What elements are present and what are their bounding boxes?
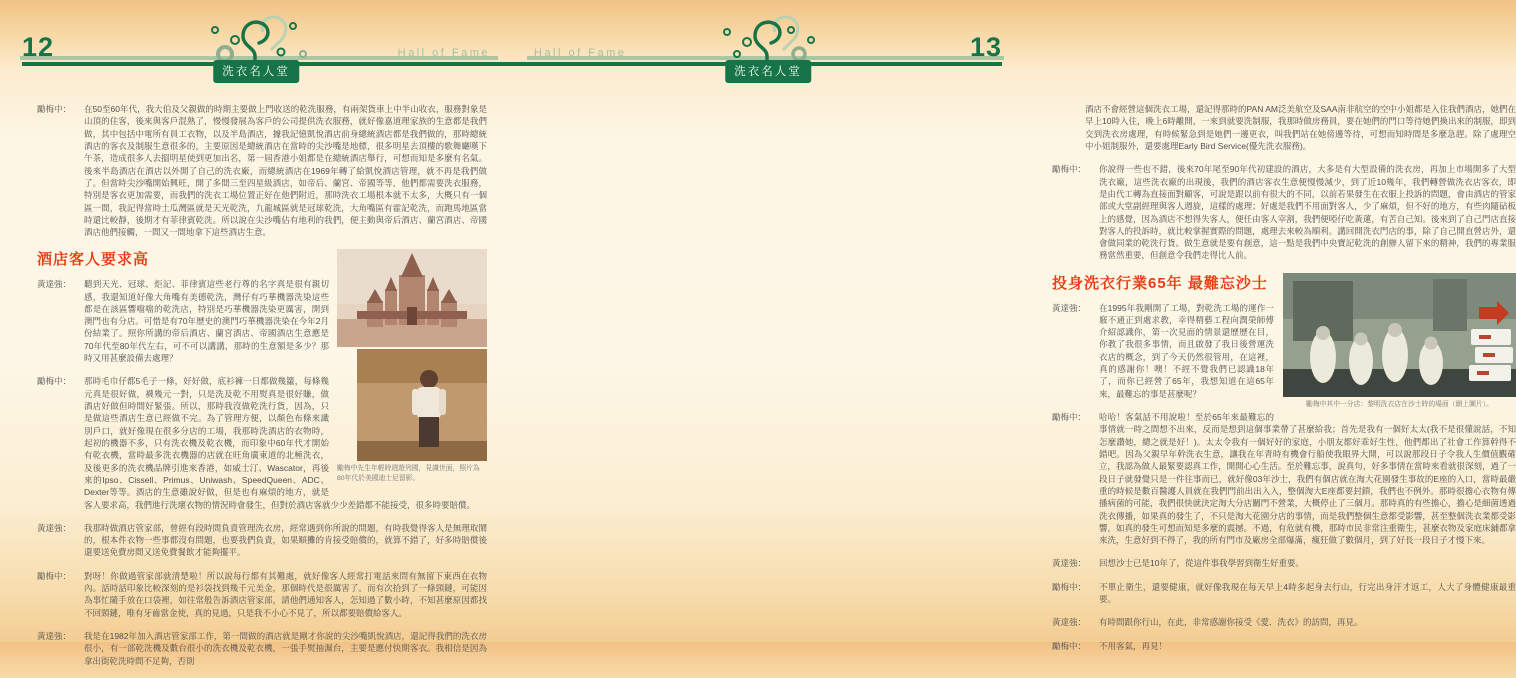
paragraph	[1052, 557, 1516, 569]
speaker-label: 黃達強：	[1052, 617, 1087, 628]
speaker-label: 勵梅中：	[1052, 164, 1087, 175]
right-text-column	[1052, 103, 1516, 663]
paragraph	[37, 375, 487, 510]
speaker-label: 勵梅中：	[37, 104, 72, 114]
paragraph-text: 我是在1982年加入酒店管家部工作，第一間做的酒店就是剛才你說的尖沙嘴凱悅酒店，還記得我們的洗衣房很小，有一部乾洗機及數台很小的洗衣機及乾衣機，一張手熨抽濕台，主要是應付快期客衣。我相信是因為拿出街乾洗時間不足夠，否則	[84, 631, 487, 666]
paragraph-text: 聽到天光、冠球、炬記、菲律賓這些老行尊的名字真是很有親切感，我還知道好像大角嘴有美德乾洗，灣仔有巧華機器洗染這些都是在該區響噹噹的乾洗店，特別是巧華機器洗染更厲害，開到澳門也有分店。可惜是有70年歷史的澳門巧華機器洗染在今年2月份結業了。照你所講的帝后酒店、蘭宮酒店、帝國酒店生意應是70年代至80年代左右，可不可以講講，那時的生意額是多少？那時又用甚麼設備去處理？	[84, 279, 329, 364]
paragraph-text: 你說得一些也不錯，後來70年尾至90年代初建設的酒店，大多是有大型設備的洗衣房，再加上市場開多了大型洗衣廠，這些洗衣廠的出現後，我們的酒店客衣生意便慢慢減少，到了近10幾年，我們轉營做洗衣店客衣，即是由代工轉為直接面對顧客，可說是跟以前有很大的不同，以前若果發生在衣服上投訴的問題，會由酒店的管家部或大堂副經理與客人週旋，這樣的處理；好處是我們不用面對客人，少了麻煩，但不好的地方，有些肉隨砧板上的感覺，因為酒店不想得失客人，便任由客人宰割，我們便啞仔吃黃蓮，有苦自己知。後來到了自己門店直接對客人的投訴時，就比較掌握實際的問題，處理去來較為順利。講回開洗衣門店的事，除了自己開直營店外，還會做同業的乾洗行貨。做生意就是要有創意，這一點是我們中央寶記乾洗的創辦人留下來的精神，我們的專業服務當然重要，但創意令我們走得比人前。	[1099, 164, 1516, 261]
speaker-label: 黃達強：	[1052, 558, 1087, 569]
photo-caption: 勵梅中其中一分店：黎明洗衣店在沙士時的場面（網上圖片）。	[1306, 400, 1493, 408]
paragraph	[1052, 640, 1516, 652]
left-text-column	[37, 103, 487, 678]
section-badge: 洗衣名人堂	[725, 60, 811, 83]
paragraph-text: 對呀！你做過管家部就清楚啦！所以說每行都有其難處，就好像客人經常打電話來問有無留下東西在衣物內。話時話印象比較深刻的是衫袋找到幾千元美金，那個時代是很厲害了。而有次拾到了一條頸鏈，可能因為事忙隨手放在口袋裡，如往常般告訴酒店管家部，請他們通知客人，怎知過了數小時，不知甚麼原因都找不回頸鏈，唯有牙齒當金使，真的見過，只是我不小心不見了，所以都要賠償給客人。	[84, 570, 487, 618]
paragraph-text: 在1995年我剛開了工場，對乾洗工場的運作一竅不通正到處求教，幸得精藝工程向潤榮師傅介紹認識你，第一次見面的情景還歷歷在目，你教了我很多事情，而且啟發了我日後營運洗衣店的概念，到了今天仍然很管用，在這裡，真的感謝你！噢！不經不覺我們已認識18年了，而你已經營了65年，我想知道在這65年來，最難忘的事是甚麼呢？	[1099, 302, 1274, 399]
paragraph	[37, 522, 487, 559]
speaker-label: 黃達強：	[1052, 302, 1087, 313]
speaker-label: 黃達強：	[37, 522, 72, 533]
section-badge: 洗衣名人堂	[213, 60, 299, 83]
speaker-label: 勵梅中：	[1052, 581, 1087, 592]
section-title-65-years-sars: 投身洗衣行業65年 最難忘沙士	[1052, 274, 1268, 292]
speaker-label: 勵梅中：	[1052, 412, 1087, 422]
paragraph	[1052, 163, 1516, 262]
page-13	[512, 0, 1516, 651]
page-number: 13	[969, 32, 1002, 62]
paragraph	[1052, 302, 1516, 401]
paragraph-text: 回想沙士已是10年了，從這件事我學習到衛生好重要。	[1099, 558, 1304, 569]
speaker-label: 勵梅中：	[37, 376, 72, 387]
paragraph	[37, 278, 487, 364]
running-head: Hall of Fame	[397, 47, 490, 59]
paragraph-text: 我那時做酒店管家部，曾經有段時間負責管理洗衣房，經常遇到你所說的問題，有時我覺得客人是無理取鬧的，根本件衣物一些事都沒有問題，也要我們負責，如果順攤的肯接受賠償的，就算不錯了，好多時賠償後還要送免費房間又送免費餐飲才能夠擺平。	[84, 522, 487, 558]
paragraph-text: 不單止衛生，還要健康，就好像我現在每天早上4時多起身去行山，行完出身汗才返工，人大了身體健康最重要。	[1099, 581, 1516, 605]
paragraph	[1052, 411, 1516, 546]
running-head: Hall of Fame	[534, 47, 627, 59]
paragraph-text: 那時毛巾仔都5毛子一條，好好做，底衫褲一日都做幾籮，每條幾元真是很好做，襪幾元一對，只是洗及乾不用熨真是很好賺，做酒店好做但時間好緊張。所以，那時我沒做乾洗行貨，因為，只是做這些酒店生意已經做不完。為了管理方便，以顏色布條來識別戶口，就好像現在很多分店的工場，我那時洗酒店的衣物時，起初的機器不多，只有洗衣機及乾衣機，而印象中60年代才開始有乾衣機，當時最多洗衣機器的店就在旺角廣東道的北極洗衣，及後更多的洗衣機品牌引進來香港，如威士汀、Wascator，再後來的Ipso、Cissell、Primus、Uniwash、SpeedQueen、ADC、Dexter等等。酒店的生意雖說好做，但是也有麻煩的地方，就是客人要求高，我們進行洗壞衣物的情況時會發生，但對於酒店客就少少差錯都不能接受，很多時要賠償。	[84, 376, 476, 510]
speaker-label: 勵梅中：	[1052, 640, 1087, 651]
photo-caption: 勵梅中先生年輕時週遊列國，見識世面，照片為80年代於美國迪士尼留影。	[337, 465, 480, 482]
paragraph	[1052, 581, 1516, 606]
paragraph	[37, 103, 487, 238]
speaker-label: 黃達強：	[37, 631, 72, 641]
page-number: 12	[22, 32, 55, 62]
paragraph-text: 不用客氣，再見！	[1099, 640, 1168, 651]
continuation-paragraph: 酒店不會經營這個洗衣工場，還記得那時的PAN AM泛美航空及SAA南非航空的空中小姐都是入住我們酒店，她們在早上10時入住，晚上6時離開，一來到就要洗制服，我那時做房務員，要在她們的門口等待她們換出來的制服，即到交到洗衣房處理，有時候緊急到是她們一邊更衣，叫我們站在她傍邊等待，可想而知時間是多麼急趕。除了處理空中小姐制服外，還要處理Early Bird Service(優先洗衣服務)。	[1085, 104, 1516, 151]
paragraph	[1052, 616, 1516, 628]
speaker-label: 勵梅中：	[37, 570, 72, 581]
paragraph	[37, 570, 487, 619]
paragraph-text: 有時間跟你行山，在此，非常感謝你接受《愛．洗衣》的訪問，再見。	[1099, 617, 1363, 628]
paragraph	[37, 630, 487, 667]
speaker-label: 黃達強：	[37, 279, 72, 290]
paragraph-text: 哈哈！客氣話不用說啦！至於65年來最難忘的事情就一時之間想不出來，反而是想到這個事業帶了甚麼給我；首先是我有一個好太太(我不是很懂說話，不知怎麼讚她，總之就是好！)。太太令我有一個好好的家庭，小朋友都好乖好生性，他們都出了社會工作算幹得不錯吧。因為父親早年幹洗衣生意，讓我在年青時有機會行船使我眼界大開，可以說那段日子令我人生價值觀確立，我認為做人最緊要認真工作，開開心心生活。至於難忘事，說真句，好多事情在當時來看就很深刻，過了一段日子就發覺只是一件往事而已，就好像03年沙士，我們有個店就在淘大花園發生事故的E座的入口，當時最嚴重的時候是數百醫護人員就在我們門前出出入入，整個淘大E座都要封鎖，我們也不例外。那時很擔心衣物有傳播病菌的可能，我們很快就決定淘大分店關門不營業，大概停止了三個月。那時真的有些擔心，擔心是細菌透過洗衣傳播，如果真的發生了，不只是淘大花園分店的事情，而是我們整個生意都受影響，甚至整個洗衣業都受影響，如真的發生可想而知是多麼的震撼。不過，有危就有機，那時市民非常注重衛生，甚麼衣物及家庭床鋪都拿來洗，生意好到不得了，我的所有門市及廠房全部爆滿，瘋狂做了數個月，到了好長一段日子才慢下來。	[1099, 412, 1516, 546]
section-title-hotel-guests: 酒店客人要求高	[37, 251, 150, 269]
page-12	[0, 0, 512, 666]
paragraph-text: 在50至60年代，我大伯及父親做的時期主要做上門收送的乾洗服務，有兩架貨車上中半山收衣，服務對象是山頂的住客，後來與客戶混熟了，慢慢發展為客戶的公司提供洗衣服務，就好像嘉道理家族的生意都是我們做，其中包括中電所有員工衣物，以及半島酒店，據我記憶凱悅酒店前身總統酒店都是我們做的，那時總統酒店的客衣及制服生意很多的，主要原因是總統酒店在當時的尖沙嘴是地標，很多明星去頂樓的歌舞廳嘆下午茶，造成很多人去搵明星使到更加出名，第一屆香港小姐都是在總統酒店舉行，可想而知是多麼有名氣。後來半島酒店在酒店以外開了自己的洗衣廠，而總統酒店在1969年轉了給凱悅酒店管理，就不再是我們做了。但當時尖沙嘴開始興旺，開了多間三至四星級酒店，如帝后、蘭宮、帝國等等，他們都需要洗衣服務，特別是客衣更加需要，而我們的洗衣工場位置正好在他們附近，那時洗衣工場根本就不太多，大概只有一個區一間，我記得當時土瓜灣區就是天光乾洗，九龍城區就是冠球乾洗，大角嘴區有霍記乾洗，而跑馬地區當時還比較靜，後期才有菲律賓乾洗。所以說在尖沙嘴佔有地利的我們，便主動與帝后酒店、蘭宮酒店、帝國酒店他們接觸，一間又一間地拿下這些酒店生意。	[84, 104, 487, 238]
